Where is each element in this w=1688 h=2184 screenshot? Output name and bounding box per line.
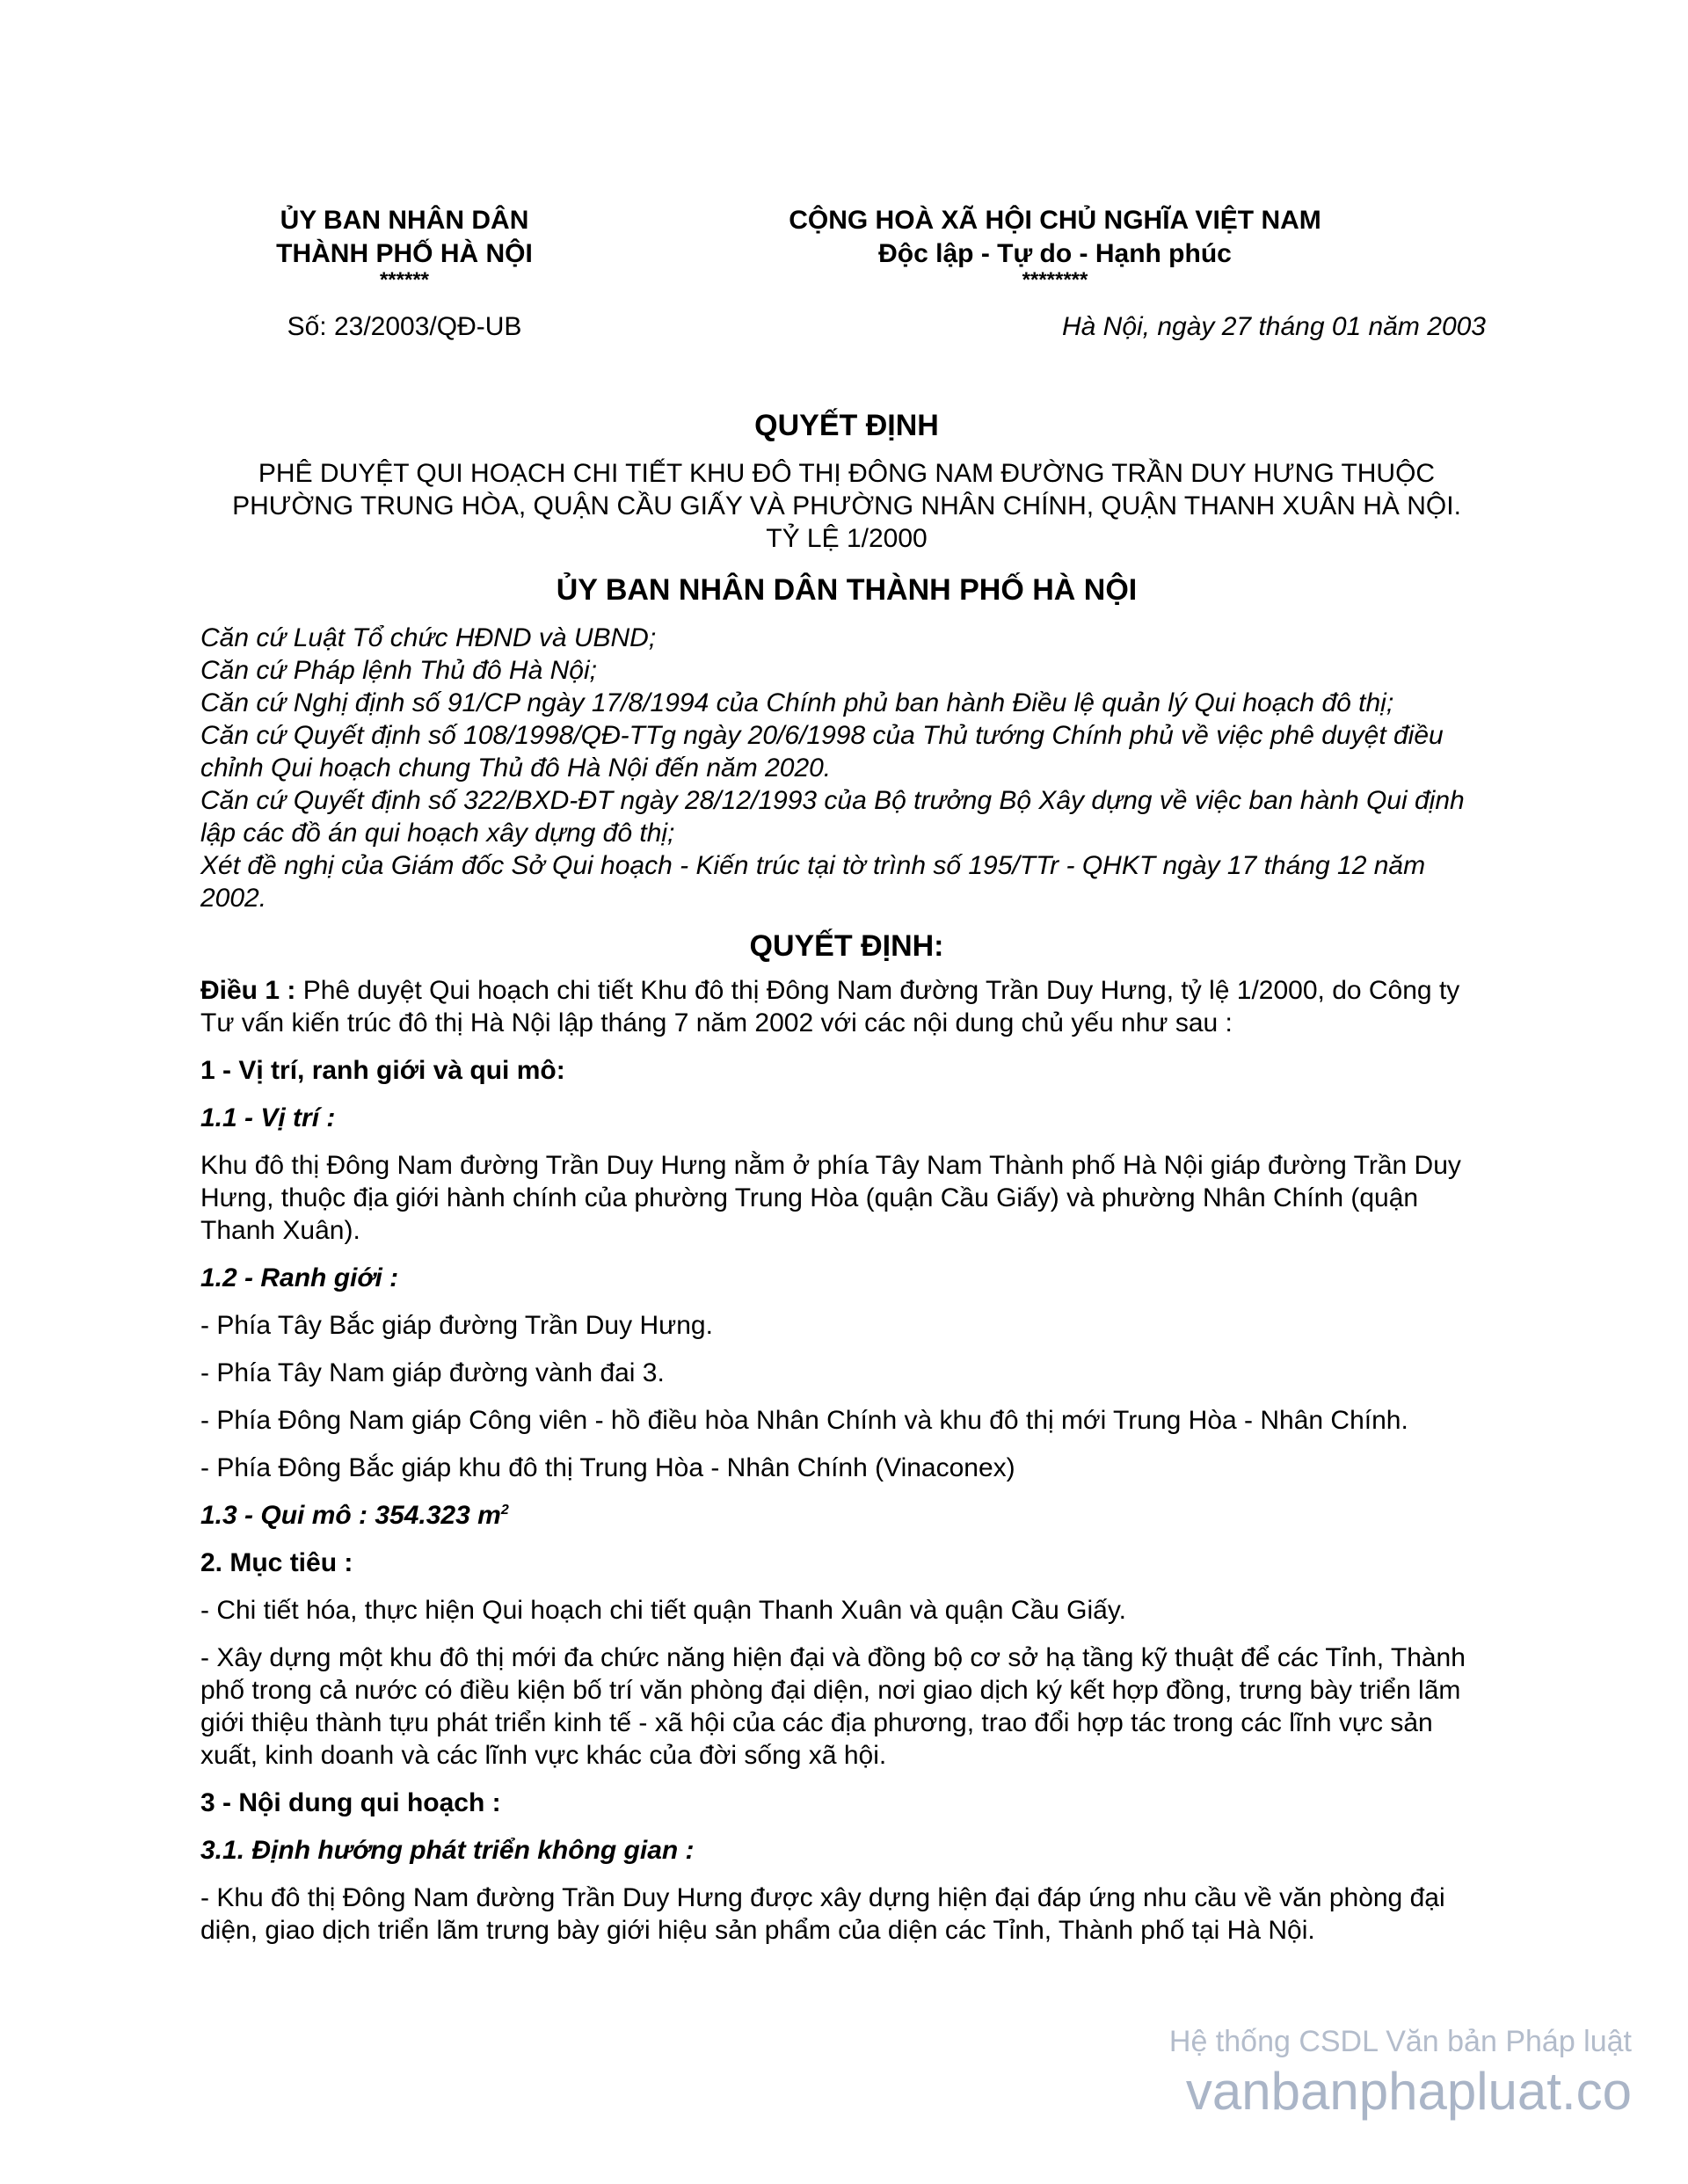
document-title: QUYẾT ĐỊNH bbox=[754, 409, 939, 442]
boundary-item: - Phía Tây Bắc giáp đường Trần Duy Hưng. bbox=[200, 1311, 713, 1340]
decision-heading: QUYẾT ĐỊNH: bbox=[749, 929, 944, 963]
section-3-heading: 3 - Nội dung qui hoạch : bbox=[200, 1788, 501, 1817]
scale-unit-superscript: 2 bbox=[500, 1503, 509, 1518]
basis-line: Xét đề nghị của Giám đốc Sở Qui hoạch - Kiến trúc tại tờ trình số 195/TTr - QHKT ngày 17 tháng 12 năm 2002. bbox=[200, 851, 1426, 913]
national-motto bbox=[730, 204, 1380, 290]
section-3-1-text: - Khu đô thị Đông Nam đường Trần Duy Hưng được xây dựng hiện đại đáp ứng nhu cầu về văn phòng đại diện, giao dịch triển lãm trưng bày giới hiệu sản phẩm của diện các Tỉnh, Thành phố tại Hà Nội. bbox=[200, 1883, 1445, 1945]
basis-line: Căn cứ Quyết định số 108/1998/QĐ-TTg ngày 20/6/1998 của Thủ tướng Chính phủ về việc phê duyệt điều chỉnh Qui hoạch chung Thủ đô Hà Nội đến năm 2020. bbox=[200, 721, 1444, 783]
article-1-label: Điều 1 : bbox=[200, 976, 296, 1005]
basis-line: Căn cứ Nghị định số 91/CP ngày 17/8/1994 của Chính phủ ban hành Điều lệ quản lý Qui hoạch đô thị; bbox=[200, 688, 1394, 717]
motto-stars: ******** bbox=[1022, 268, 1088, 292]
motto-line-1: CỘNG HOÀ XÃ HỘI CHỦ NGHĨA VIỆT NAM bbox=[789, 206, 1321, 235]
basis-line: Căn cứ Quyết định số 322/BXD-ĐT ngày 28/12/1993 của Bộ trưởng Bộ Xây dựng về việc ban hành Qui định lập các đồ án qui hoạch xây dựng đô thị; bbox=[200, 786, 1465, 848]
watermark bbox=[1169, 2022, 1632, 2122]
authority-stars: ****** bbox=[379, 268, 430, 292]
boundary-item: - Phía Đông Nam giáp Công viên - hồ điều hòa Nhân Chính và khu đô thị mới Trung Hòa - Nhân Chính. bbox=[200, 1406, 1408, 1435]
authority-line-1: ỦY BAN NHÂN DÂN bbox=[280, 206, 529, 235]
section-1-1-heading: 1.1 - Vị trí : bbox=[200, 1103, 336, 1132]
legal-basis bbox=[200, 622, 1493, 914]
authority-line-2: THÀNH PHỐ HÀ NỘI bbox=[276, 239, 533, 268]
motto-line-2: Độc lập - Tự do - Hạnh phúc bbox=[878, 239, 1232, 268]
watermark-line-1: Hệ thống CSDL Văn bản Pháp luật bbox=[1168, 2025, 1632, 2058]
section-1-heading: 1 - Vị trí, ranh giới và qui mô: bbox=[200, 1056, 565, 1085]
section-1-3-heading bbox=[200, 1499, 1493, 1532]
issuer-heading: ỦY BAN NHÂN DÂN THÀNH PHỐ HÀ NỘI bbox=[556, 573, 1138, 607]
basis-line: Căn cứ Pháp lệnh Thủ đô Hà Nội; bbox=[200, 656, 597, 685]
goal-item: - Xây dựng một khu đô thị mới đa chức năng hiện đại và đồng bộ cơ sở hạ tầng kỹ thuật để các Tỉnh, Thành phố trong cả nước có điều kiện bố trí văn phòng đại diện, nơi giao dịch ký kết hợp đồng, trưng bày triển lãm giới thiệu thành tựu phát triển kinh tế - xã hội của các địa phương, trao đổi hợp tác trong các lĩnh vực sản xuất, kinh doanh và các lĩnh vực khác của đời sống xã hội. bbox=[200, 1643, 1466, 1770]
subtitle-line: PHƯỜNG TRUNG HÒA, QUẬN CẦU GIẤY VÀ PHƯỜNG NHÂN CHÍNH, QUẬN THANH XUÂN HÀ NỘI. bbox=[232, 491, 1461, 521]
subtitle-line: TỶ LỆ 1/2000 bbox=[766, 524, 928, 553]
section-3-1-heading: 3.1. Định hướng phát triển không gian : bbox=[200, 1836, 695, 1865]
subtitle-line: PHÊ DUYỆT QUI HOẠCH CHI TIẾT KHU ĐÔ THỊ ĐÔNG NAM ĐƯỜNG TRẦN DUY HƯNG THUỘC bbox=[258, 459, 1436, 488]
watermark-line-2: vanbanphapluat.co bbox=[1185, 2062, 1632, 2121]
document-date: Hà Nội, ngày 27 tháng 01 năm 2003 bbox=[1061, 312, 1486, 341]
scale-text: 1.3 - Qui mô : 354.323 m bbox=[200, 1501, 501, 1530]
document-body bbox=[200, 406, 1493, 1962]
article-1 bbox=[200, 974, 1493, 1039]
document-subtitle bbox=[200, 457, 1493, 555]
goal-item: - Chi tiết hóa, thực hiện Qui hoạch chi tiết quận Thanh Xuân và quận Cầu Giấy. bbox=[200, 1596, 1126, 1625]
section-1-2-heading: 1.2 - Ranh giới : bbox=[200, 1263, 399, 1292]
basis-line: Căn cứ Luật Tổ chức HĐND và UBND; bbox=[200, 623, 657, 652]
section-2-heading: 2. Mục tiêu : bbox=[200, 1548, 353, 1577]
section-1-1-text: Khu đô thị Đông Nam đường Trần Duy Hưng nằm ở phía Tây Nam Thành phố Hà Nội giáp đường Trần Duy Hưng, thuộc địa giới hành chính của phường Trung Hòa (quận Cầu Giấy) và phường Nhân Chính (quận Thanh Xuân). bbox=[200, 1151, 1461, 1245]
document-number: Số: 23/2003/QĐ-UB bbox=[287, 312, 522, 341]
article-1-text: Phê duyệt Qui hoạch chi tiết Khu đô thị Đông Nam đường Trần Duy Hưng, tỷ lệ 1/2000, do Công ty Tư vấn kiến trúc đô thị Hà Nội lập tháng 7 năm 2002 với các nội dung chủ yếu như sau : bbox=[200, 976, 1460, 1037]
boundary-item: - Phía Đông Bắc giáp khu đô thị Trung Hòa - Nhân Chính (Vinaconex) bbox=[200, 1453, 1015, 1482]
boundary-item: - Phía Tây Nam giáp đường vành đai 3. bbox=[200, 1358, 665, 1387]
issuing-authority bbox=[211, 204, 598, 290]
